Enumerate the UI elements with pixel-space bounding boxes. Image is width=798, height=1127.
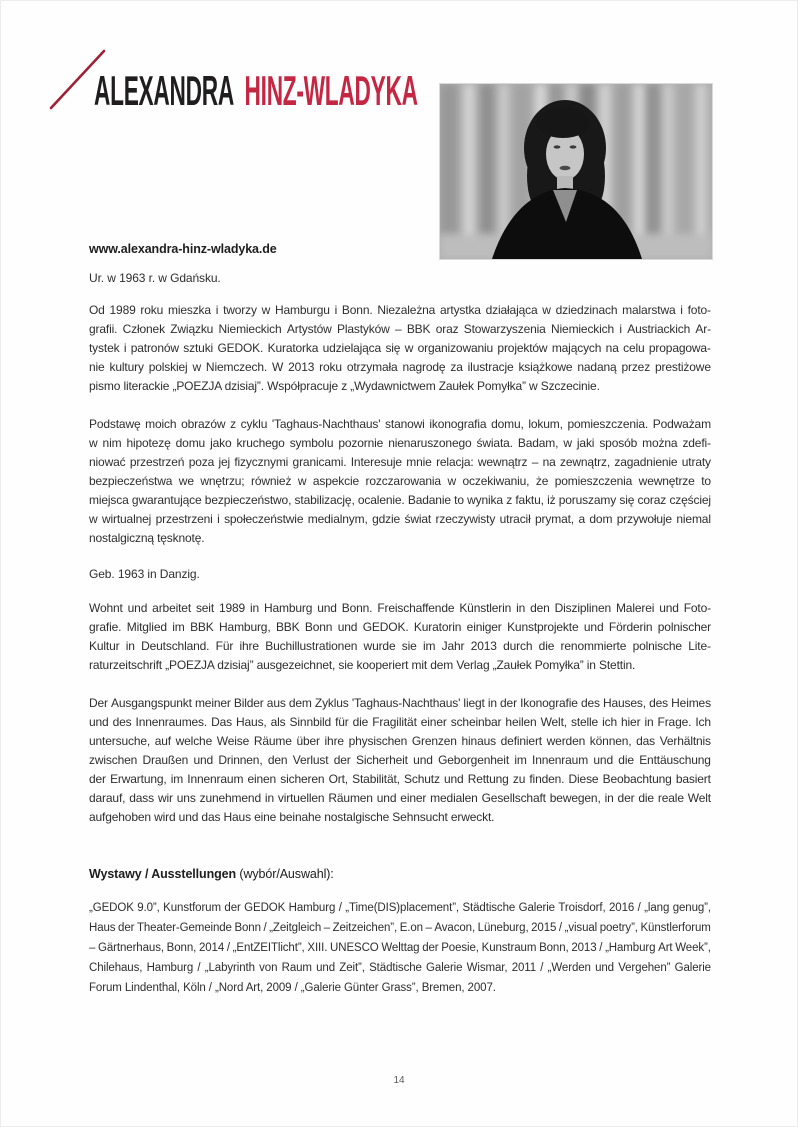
text-line: Od 1989 roku mieszka i tworzy w Hamburgu i Bonn. Niezależna artystka działająca w dziedzinach malarstwa i foto-	[89, 303, 711, 317]
text-line: und des Innenraumes. Das Haus, als Sinnbild für die Fragilität einer scheinbar heilen Welt, stelle ich hier in Frage. Ich	[89, 715, 711, 729]
text-line: untersuche, auf welche Weise Räume über ihre physischen Grenzen hinaus definiert werden können, das Verhältnis	[89, 734, 711, 748]
artist-first-name: ALEXANDRA	[94, 67, 234, 114]
text-line: grafii. Członek Związku Niemieckich Artystów Plastyków – BBK oraz Stowarzyszenia Niemieckich i Austriackich Ar-	[89, 322, 711, 336]
text-line: raturzeitschrift „POEZJA dzisiaj” ausgezeichnet, sie kooperiert mit dem Verlag „Zaułek Pomyłka” in Stettin.	[89, 658, 636, 672]
text-line: w wirtualnej przestrzeni i społeczeństwie medialnym, gdzie świat rzeczywisty utracił prymat, a dom przywołuje niemal	[89, 512, 711, 526]
text-line: Der Ausgangspunkt meiner Bilder aus dem Zyklus 'Taghaus-Nachthaus' liegt in der Ikonografie des Hauses, des Heimes	[89, 696, 711, 710]
text-line: Forum Lindenthal, Köln / „Nord Art, 2009 / „Galerie Günter Grass”, Bremen, 2007.	[89, 982, 496, 994]
text-line: Kultur in Deutschland. Für ihre Buchillustrationen wurde sie im Jahr 2013 durch die renommierte polnische Lite-	[89, 639, 711, 653]
polish-bio-paragraph	[89, 301, 711, 396]
exhibitions-heading	[89, 867, 711, 881]
text-line: miejsca gwarantujące bezpieczeństwo, stabilizację, ocalenie. Badanie to wynika z faktu, iż poruszamy się coraz częściej	[89, 493, 711, 507]
text-line: nie kultury polskiej w Niemczech. W 2013 roku otrzymała nagrodę za ilustracje książkowe nadaną przez prestiżowe	[89, 360, 711, 374]
text-line: zwischen Draußen und Drinnen, den Verlust der Sicherheit und Geborgenheit im Innenraum und die Enttäuschung	[89, 753, 711, 767]
born-line-polish: Ur. w 1963 r. w Gdańsku.	[89, 271, 221, 285]
text-line: Podstawę moich obrazów z cyklu 'Taghaus-Nachthaus' stanowi ikonografia domu, lokum, pomieszczenia. Podważam	[89, 417, 711, 431]
website-link[interactable]: www.alexandra-hinz-wladyka.de	[89, 242, 277, 256]
page-number: 14	[393, 1075, 405, 1086]
artist-last-name: HINZ-WLADYKA	[244, 67, 418, 114]
text-line: pismo literackie „POEZJA dzisiaj”. Współpracuje z „Wydawnictwem Zaułek Pomyłka” w Szczecinie.	[89, 379, 600, 393]
text-line: bezpieczeństwa we wnętrzu; również w aspekcie rozczarowania w oczekiwaniu, że pomieszczenia wewnętrze to	[89, 474, 711, 488]
text-line: grafie. Mitglied im BBK Hamburg, BBK Bonn und GEDOK. Kuratorin einiger Kunstprojekte und Förderin polnischer	[89, 620, 711, 634]
born-line-german: Geb. 1963 in Danzig.	[89, 567, 200, 581]
text-line: w nim hipotezę domu jako kruchego symbolu pozornie nienaruszonego świata. Badam, w jaki sposób można zdefi-	[89, 436, 711, 450]
text-line: „GEDOK 9.0”, Kunstforum der GEDOK Hamburg / „Time(DIS)placement”, Städtische Galerie Troisdorf, 2016 / „lang genug”,	[89, 902, 711, 914]
exhibitions-heading-note: (wybór/Auswahl):	[236, 867, 334, 881]
text-line: – Gärtnerhaus, Bonn, 2014 / „EntZEITlicht”, XIII. UNESCO Welttag der Poesie, Kunstraum Bonn, 2013 / „Hamburg Art Week”,	[89, 942, 711, 954]
polish-statement-paragraph	[89, 415, 711, 548]
text-line: Haus der Theater-Gemeinde Bonn / „Zeitgleich – Zeitzeichen”, E.on – Avacon, Lüneburg, 2015 / „visual poetry”, Künstlerforum	[89, 922, 711, 934]
german-bio-paragraph	[89, 599, 711, 675]
page-title	[94, 69, 418, 113]
text-line: niować przestrzeń poza jej fizycznymi granicami. Interesuje mnie relacja: wewnątrz – na zewnątrz, zagadnienie utraty	[89, 455, 711, 469]
text-line: Chilehaus, Hamburg / „Labyrinth von Raum und Zeit”, Städtische Galerie Wismar, 2011 / „Werden und Vergehen” Galerie	[89, 962, 711, 974]
text-line: der Erwartung, im Innenraum einen sicheren Ort, Stabilität, Schutz und Rettung zu finden. Diese Beobachtung basiert	[89, 772, 711, 786]
text-line: Wohnt und arbeitet seit 1989 in Hamburg und Bonn. Freischaffende Künstlerin in den Disziplinen Malerei und Foto-	[89, 601, 711, 615]
text-line: tystek i patronów sztuki GEDOK. Kuratorka udzielająca się w organizowaniu projektów mających na celu propagowa-	[89, 341, 711, 355]
german-statement-paragraph	[89, 694, 711, 827]
exhibitions-heading-bold: Wystawy / Ausstellungen	[89, 867, 237, 881]
text-line: aufgehoben wird und das Haus eine beinahe nostalgische Sehnsucht erweckt.	[89, 810, 495, 824]
exhibitions-list	[89, 898, 711, 998]
text-line: nostalgiczną tęsknotę.	[89, 531, 205, 545]
text-line: darauf, dass wir uns zunehmend in virtuellen Räumen und einer medialen Gesellschaft bewegen, in der die reale Welt	[89, 791, 711, 805]
artist-portrait-photo	[439, 83, 713, 260]
